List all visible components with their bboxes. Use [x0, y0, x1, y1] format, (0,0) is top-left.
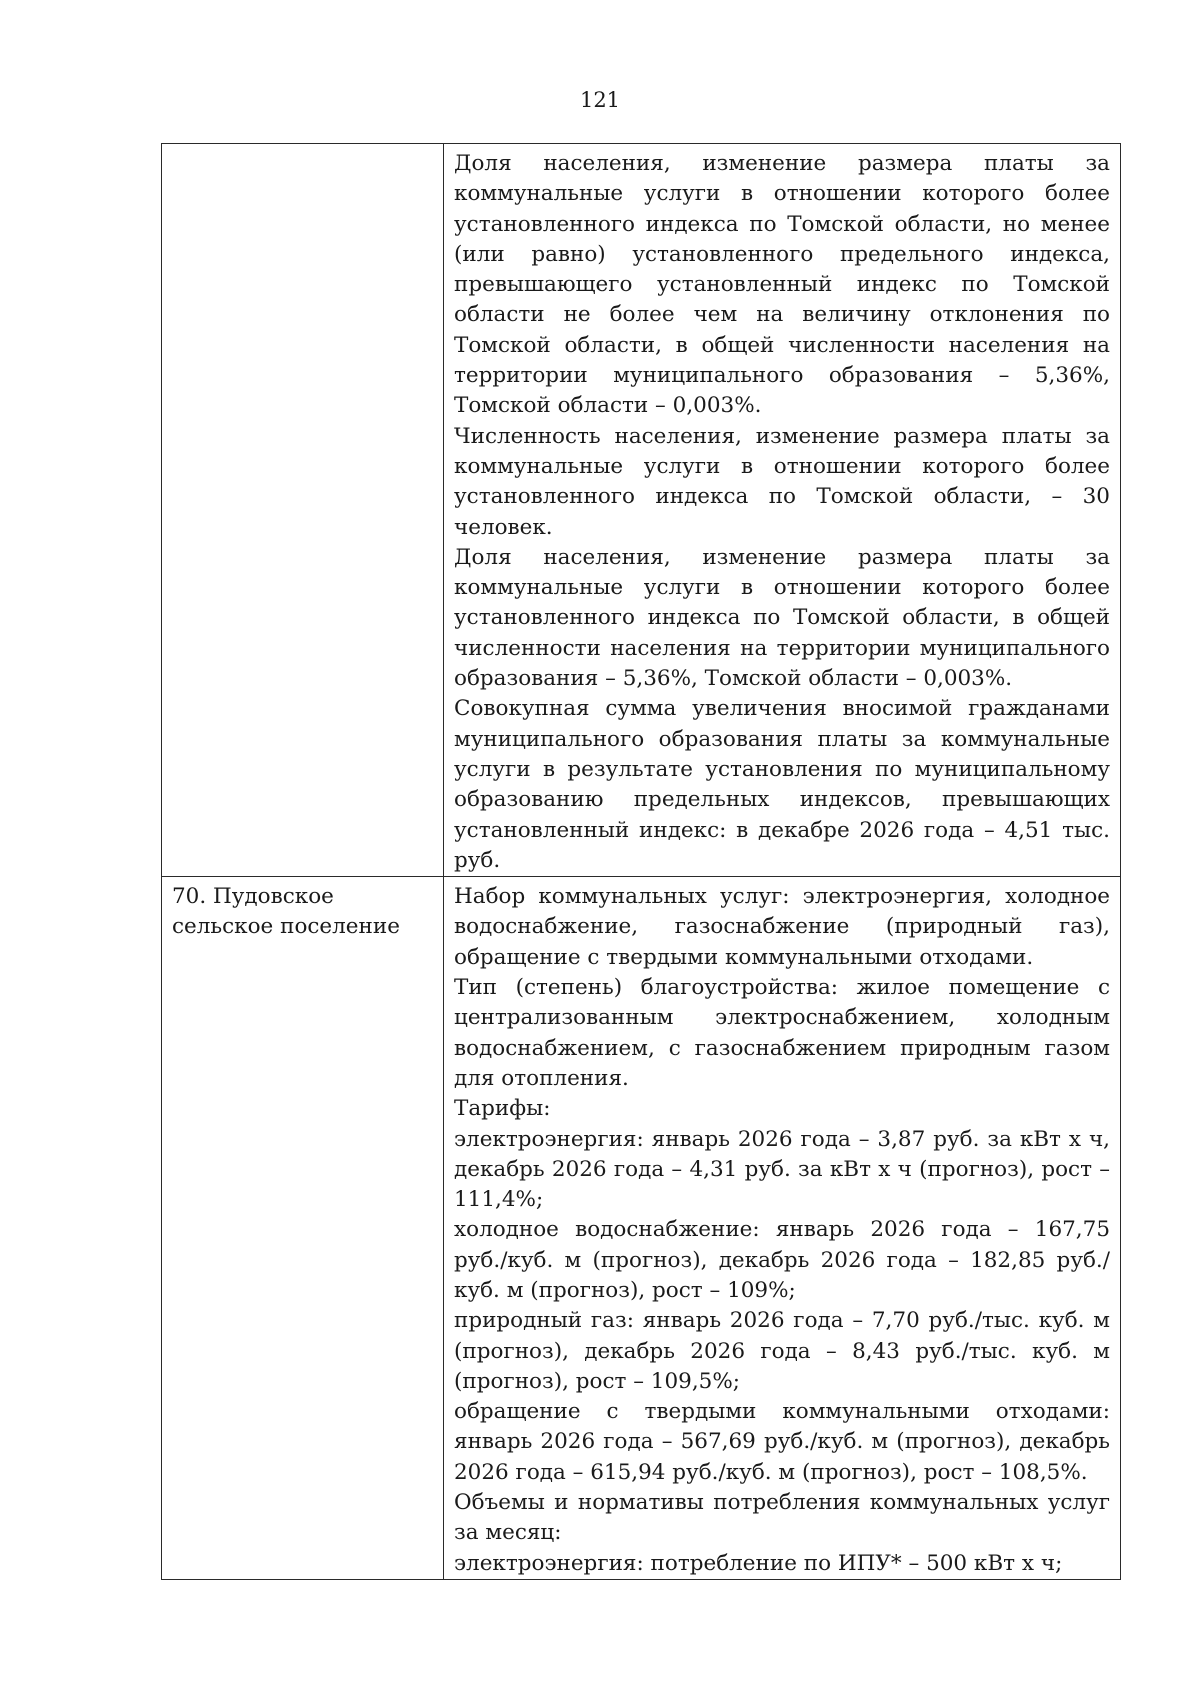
paragraph: Объемы и нормативы потребления коммунальных услуг за месяц: — [454, 1490, 1110, 1546]
paragraph: природный газ: январь 2026 года – 7,70 руб./тыс. куб. м (прогноз), декабрь 2026 года – 8,43 руб./тыс. куб. м (прогноз), рост – 109,5%; — [454, 1308, 1110, 1394]
municipal-tariff-table — [161, 143, 1121, 1580]
paragraph: обращение с твердыми коммунальными отходами: январь 2026 года – 567,69 руб./куб. м (прогноз), декабрь 2026 года – 615,94 руб./куб. м (прогноз), рост – 108,5%. — [454, 1399, 1110, 1485]
paragraph: Набор коммунальных услуг: электроэнергия, холодное водоснабжение, газоснабжение (природный газ), обращение с твердыми коммунальными отходами. — [454, 884, 1110, 970]
description-cell — [444, 877, 1121, 1580]
paragraph: Численность населения, изменение размера платы за коммунальные услуги в отношении которого более установленного индекса по Томской области, – 30 человек. — [454, 423, 1110, 540]
municipality-cell — [162, 144, 444, 877]
paragraph: Тарифы: — [454, 1096, 551, 1122]
paragraph: холодное водоснабжение: январь 2026 года – 167,75 руб./куб. м (прогноз), декабрь 2026 года – 182,85 руб./куб. м (прогноз), рост – 109%; — [454, 1217, 1110, 1303]
page-number: 121 — [579, 88, 621, 112]
paragraph: электроэнергия: январь 2026 года – 3,87 руб. за кВт х ч, декабрь 2026 года – 4,31 руб. за кВт х ч (прогноз), рост – 111,4%; — [454, 1126, 1110, 1213]
paragraph: электроэнергия: потребление по ИПУ* – 500 кВт х ч; — [454, 1550, 1063, 1576]
paragraph: Тип (степень) благоустройства: жилое помещение с централизованным электроснабжением, холодным водоснабжением, с газоснабжением природным газом для отопления. — [454, 975, 1110, 1091]
municipality-cell — [162, 877, 444, 1580]
paragraph: Доля населения, изменение размера платы за коммунальные услуги в отношении которого более установленного индекса по Томской области, но менее (или равно) установленного предельного индекса, превышающего установленный индекс по Томской области не более чем на величину отклонения по Томской области, в общей численности населения на территории муниципального образования – 5,36%, Томской области – 0,003%. — [454, 151, 1110, 419]
description-cell — [444, 144, 1121, 877]
paragraph: Совокупная сумма увеличения вносимой гражданами муниципального образования платы за коммунальные услуги в результате установления по муниципальному образованию предельных индексов, превышающих установленный индекс: в декабре 2026 года – 4,51 тыс. руб. — [454, 696, 1110, 873]
municipality-name: 70. Пудовское сельское поселение — [172, 884, 400, 940]
table-row — [162, 877, 1121, 1580]
table-row — [162, 144, 1121, 877]
paragraph: Доля населения, изменение размера платы за коммунальные услуги в отношении которого более установленного индекса по Томской области, в общей численности населения на территории муниципального образования – 5,36%, Томской области – 0,003%. — [454, 544, 1110, 692]
